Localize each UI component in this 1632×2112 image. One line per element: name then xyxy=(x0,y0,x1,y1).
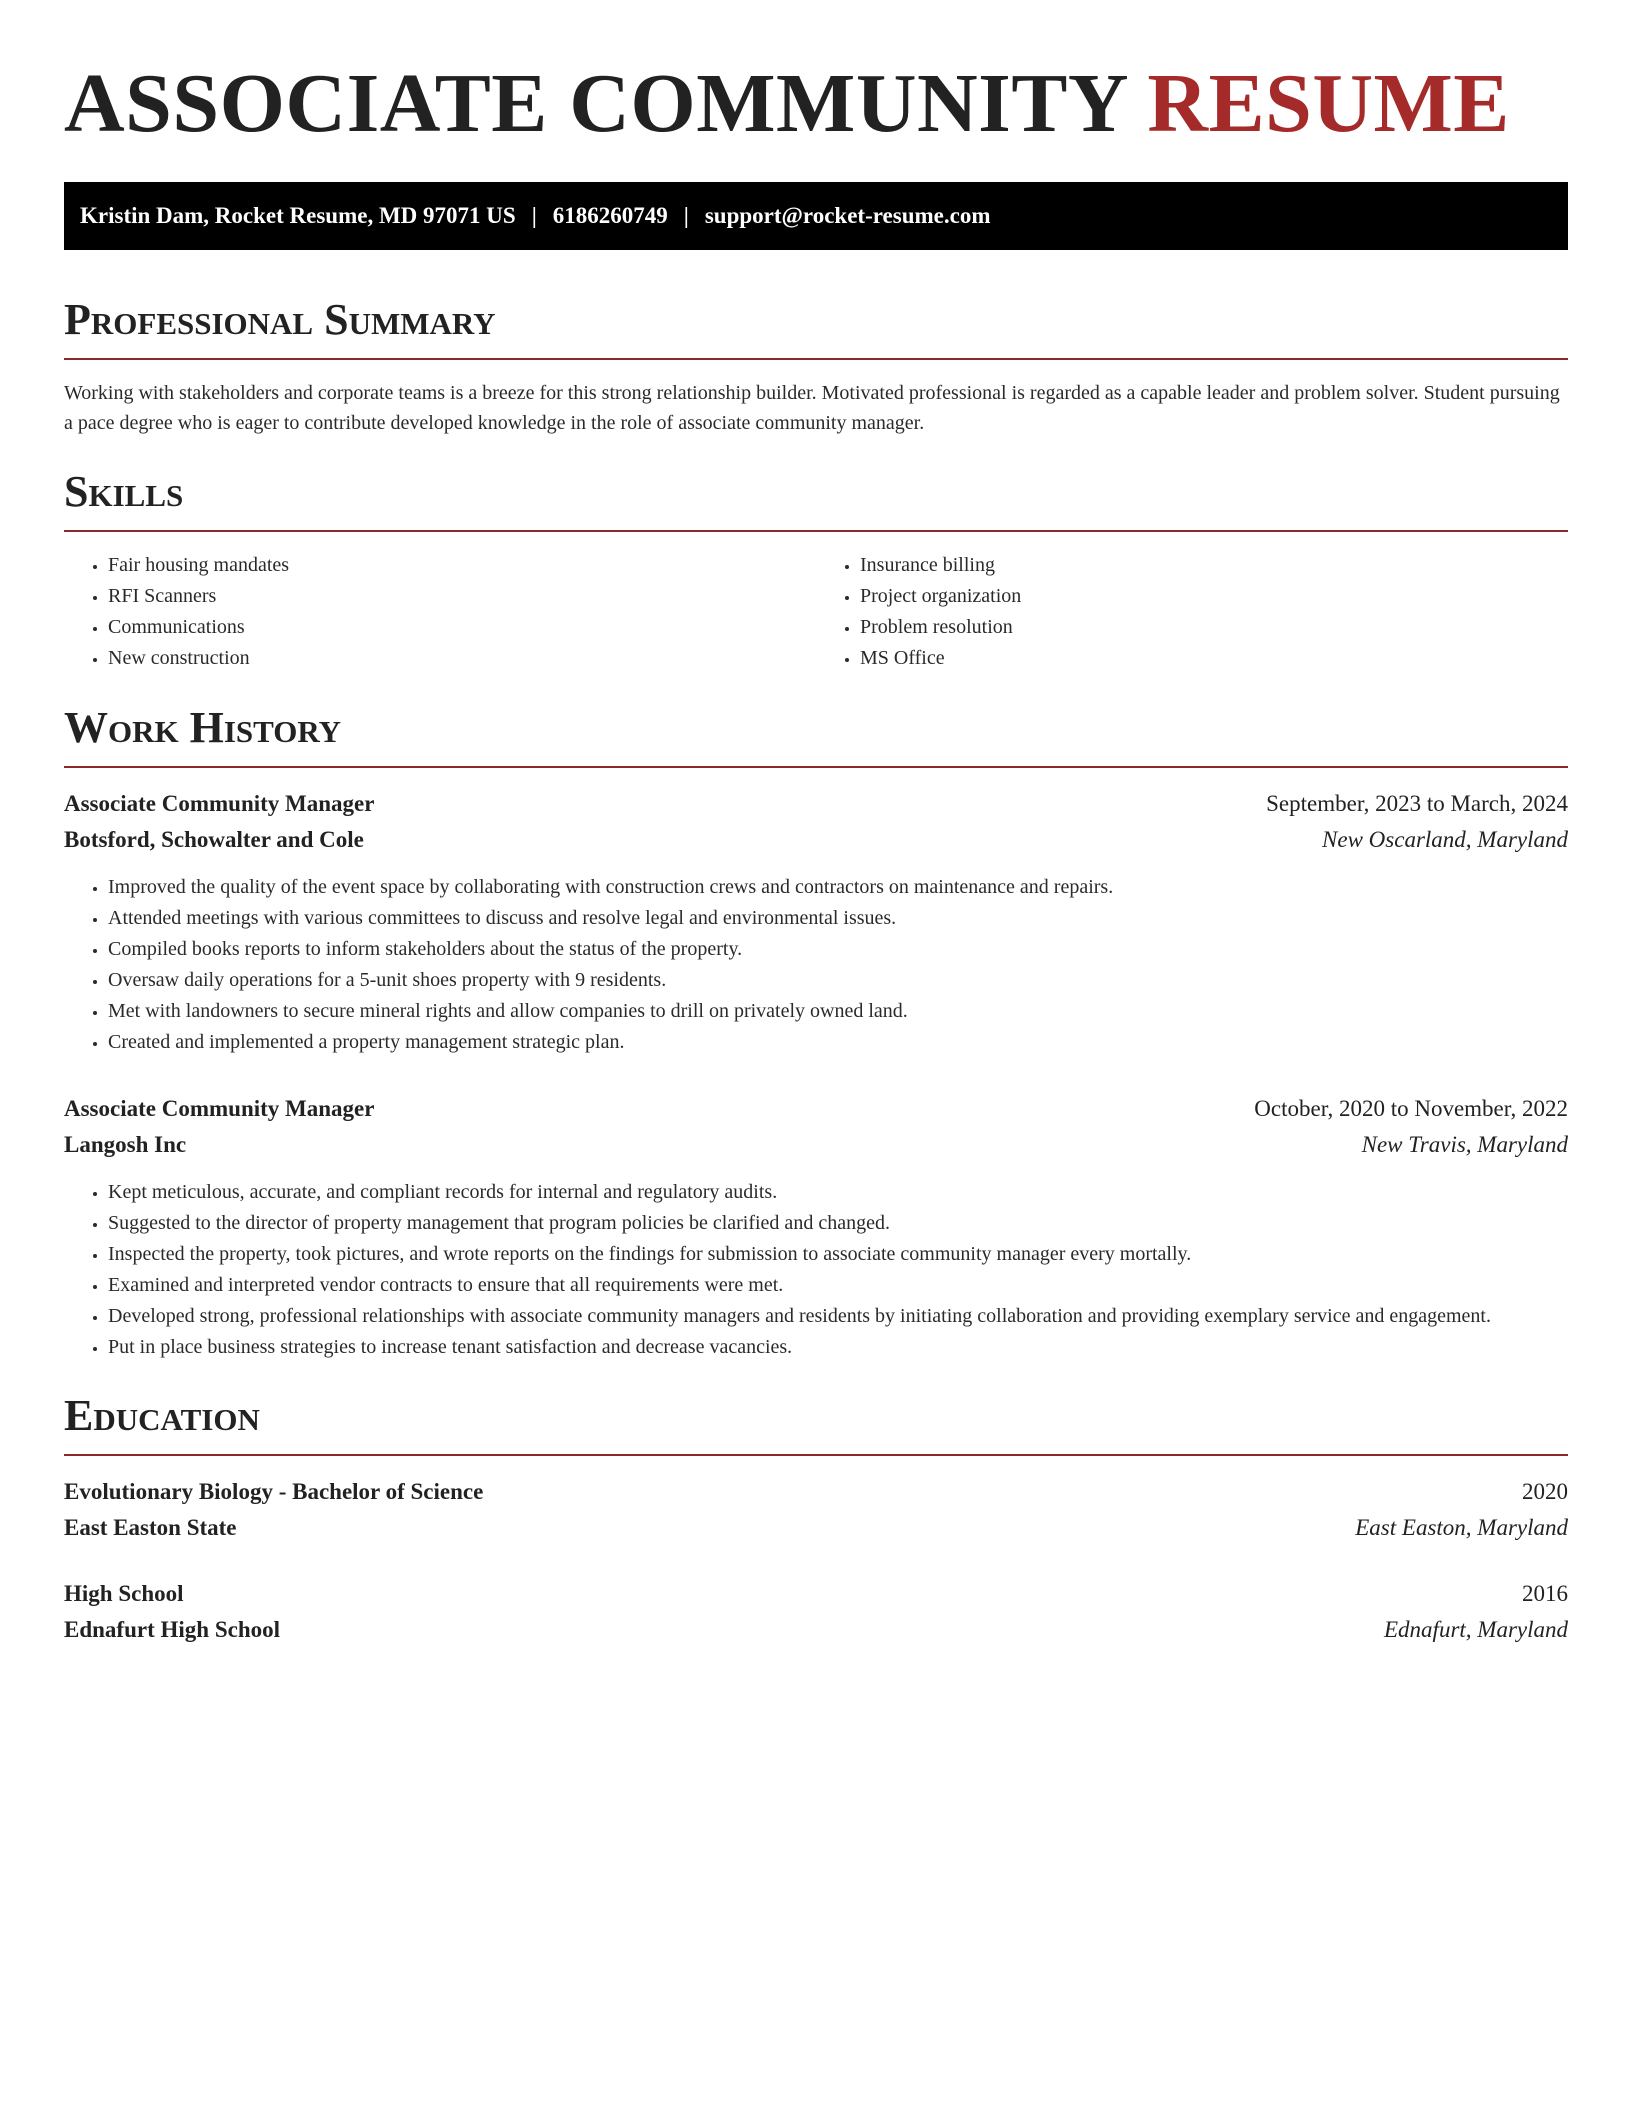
skill-item: • RFI Scanners xyxy=(108,581,816,612)
job-dates: October, 2020 to November, 2022 xyxy=(1254,1096,1568,1121)
job-company: Botsford, Schowalter and Cole xyxy=(64,827,364,852)
job-bullet: • Compiled books reports to inform stakeholders about the status of the property. xyxy=(108,934,1568,964)
skill-item: • Insurance billing xyxy=(860,550,1568,581)
title-main: ASSOCIATE COMMUNITY xyxy=(64,57,1126,150)
job-title: Associate Community Manager xyxy=(64,791,375,816)
job-location: New Travis, Maryland xyxy=(1361,1132,1568,1157)
contact-bar xyxy=(64,182,1568,250)
skill-item: • Problem resolution xyxy=(860,612,1568,643)
work-history-heading: Work History xyxy=(64,700,1568,768)
job-bullet: • Examined and interpreted vendor contracts to ensure that all requirements were met. xyxy=(108,1270,1568,1300)
job-bullet: • Improved the quality of the event space by collaborating with construction crews and contractors on maintenance and repairs. xyxy=(108,872,1568,902)
skill-item: • Communications xyxy=(108,612,816,643)
contact-phone[interactable]: 6186260749 xyxy=(552,203,668,228)
resume-title xyxy=(64,58,1568,150)
job-title-row xyxy=(64,1091,1568,1127)
job-bullet: • Oversaw daily operations for a 5-unit shoes property with 9 residents. xyxy=(108,965,1568,995)
education-school-row xyxy=(64,1612,1568,1648)
skills-column-right xyxy=(816,550,1568,674)
job-bullet: • Met with landowners to secure mineral rights and allow companies to drill on privately owned land. xyxy=(108,996,1568,1026)
job-title: Associate Community Manager xyxy=(64,1096,375,1121)
education-entry xyxy=(64,1474,1568,1546)
skills-section xyxy=(64,464,1568,674)
contact-separator: | xyxy=(683,203,689,228)
education-school-row xyxy=(64,1510,1568,1546)
job-company-row xyxy=(64,1127,1568,1163)
contact-address: Kristin Dam, Rocket Resume, MD 97071 US xyxy=(80,203,516,228)
education-heading: Education xyxy=(64,1388,1568,1456)
job-bullet: • Kept meticulous, accurate, and compliant records for internal and regulatory audits. xyxy=(108,1177,1568,1207)
education-degree: Evolutionary Biology - Bachelor of Science xyxy=(64,1479,484,1504)
job-bullet: • Put in place business strategies to increase tenant satisfaction and decrease vacancies. xyxy=(108,1332,1568,1362)
education-location: East Easton, Maryland xyxy=(1355,1515,1568,1540)
education-year: 2016 xyxy=(1522,1581,1568,1606)
summary-section xyxy=(64,292,1568,438)
job-bullets xyxy=(64,872,1568,1057)
job-bullets xyxy=(64,1177,1568,1362)
education-degree-row xyxy=(64,1576,1568,1612)
job-bullet: • Developed strong, professional relationships with associate community managers and residents by initiating collaboration and providing exemplary service and engagement. xyxy=(108,1301,1568,1331)
skills-column-left xyxy=(64,550,816,674)
job-entry xyxy=(64,786,1568,1057)
contact-separator: | xyxy=(531,203,537,228)
skill-item: • MS Office xyxy=(860,643,1568,674)
education-school: East Easton State xyxy=(64,1515,237,1540)
summary-text: Working with stakeholders and corporate teams is a breeze for this strong relationship builder. Motivated professional is regarded as a capable leader and problem solver. Student pursuing a pace degree who is eager to contribute developed knowledge in the role of associate community manager. xyxy=(64,382,1560,434)
job-bullet: • Attended meetings with various committees to discuss and resolve legal and environmental issues. xyxy=(108,903,1568,933)
job-location: New Oscarland, Maryland xyxy=(1322,827,1568,852)
education-location: Ednafurt, Maryland xyxy=(1384,1617,1568,1642)
skills-heading: Skills xyxy=(64,464,1568,532)
contact-email[interactable]: support@rocket-resume.com xyxy=(704,203,991,228)
title-accent: RESUME xyxy=(1147,57,1510,150)
skills-list xyxy=(64,550,1568,674)
education-entry xyxy=(64,1576,1568,1648)
job-bullet: • Created and implemented a property management strategic plan. xyxy=(108,1027,1568,1057)
skill-item: • New construction xyxy=(108,643,816,674)
education-school: Ednafurt High School xyxy=(64,1617,280,1642)
education-year: 2020 xyxy=(1522,1479,1568,1504)
education-degree-row xyxy=(64,1474,1568,1510)
job-company: Langosh Inc xyxy=(64,1132,187,1157)
job-bullet: • Suggested to the director of property management that program policies be clarified and changed. xyxy=(108,1208,1568,1238)
job-entry xyxy=(64,1091,1568,1362)
summary-heading: Professional Summary xyxy=(64,292,1568,360)
job-dates: September, 2023 to March, 2024 xyxy=(1266,791,1568,816)
job-bullet: • Inspected the property, took pictures, and wrote reports on the findings for submission to associate community manager every mortally. xyxy=(108,1239,1568,1269)
job-company-row xyxy=(64,822,1568,858)
education-section xyxy=(64,1388,1568,1648)
skill-item: • Fair housing mandates xyxy=(108,550,816,581)
job-title-row xyxy=(64,786,1568,822)
education-degree: High School xyxy=(64,1581,184,1606)
work-history-section xyxy=(64,700,1568,1362)
skill-item: • Project organization xyxy=(860,581,1568,612)
